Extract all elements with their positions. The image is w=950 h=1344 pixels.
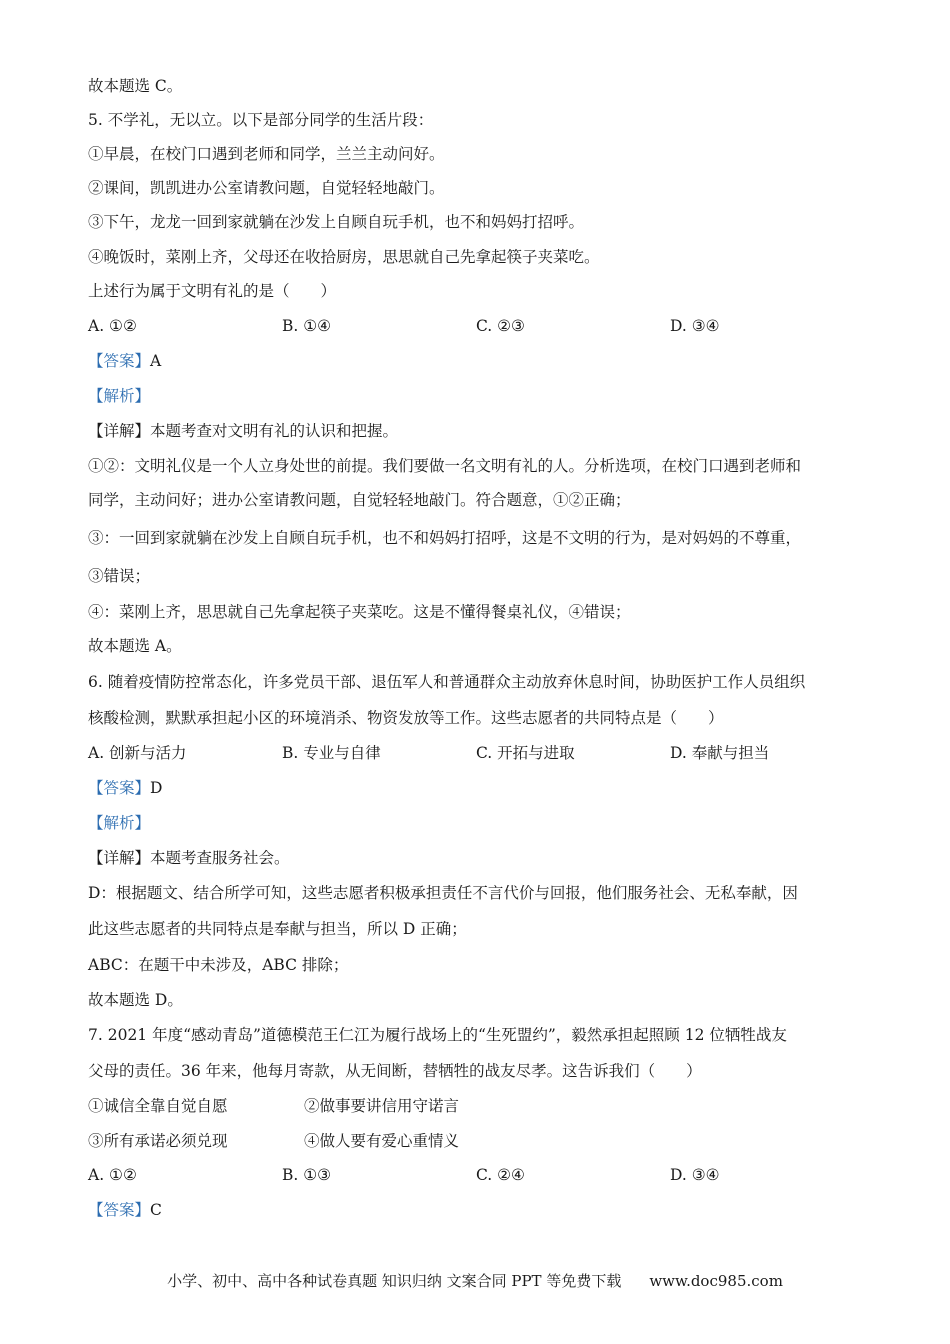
q5-item: ④晚饭时，菜刚上齐，父母还在收拾厨房，思思就自己先拿起筷子夹菜吃。 (88, 248, 600, 266)
option-b: B. 专业与自律 (282, 744, 381, 762)
answer-tag: 【答案】 (88, 1201, 151, 1219)
q7-item: ①诚信全靠自觉自愿 (88, 1097, 228, 1115)
q6-conclusion: 故本题选 D。 (88, 991, 183, 1009)
q5-item: ②课间，凯凯进办公室请教问题，自觉轻轻地敲门。 (88, 179, 445, 197)
option-a: A. ①② (88, 1166, 137, 1184)
q7-stem: 7. 2021 年度“感动青岛”道德模范王仁江为履行战场上的“生死盟约”，毅然承担起照顾 12 位牺牲战友 (88, 1026, 787, 1044)
q7-item: ②做事要讲信用守诺言 (304, 1097, 460, 1115)
option-d: D. 奉献与担当 (670, 744, 770, 762)
q5-analysis-line: ①②：文明礼仪是一个人立身处世的前提。我们要做一名文明有礼的人。分析选项，在校门口遇到老师和 (88, 457, 802, 475)
q5-answer (88, 351, 161, 371)
q7-items-row (88, 1131, 520, 1151)
q5-options (88, 316, 864, 336)
answer-tag: 【答案】 (88, 352, 151, 370)
q6-stem: 6. 随着疫情防控常态化，许多党员干部、退伍军人和普通群众主动放弃休息时间，协助医护工作人员组织 (88, 673, 806, 691)
analysis-tag: 【解析】 (88, 387, 151, 405)
q7-options (88, 1165, 864, 1185)
q6-analysis-line: ABC：在题干中未涉及，ABC 排除； (88, 956, 349, 974)
footer-url[interactable]: www.doc985.com (649, 1272, 783, 1290)
q6-options (88, 743, 864, 763)
detail-text: 本题考查对文明有礼的认识和把握。 (150, 422, 399, 440)
option-d: D. ③④ (670, 1166, 720, 1184)
q6-answer (88, 778, 162, 798)
detail-tag: 【详解】 (88, 422, 151, 440)
option-a: A. ①② (88, 317, 137, 335)
q5-item: ①早晨，在校门口遇到老师和同学，兰兰主动问好。 (88, 145, 445, 163)
q5-question: 上述行为属于文明有礼的是（ ） (88, 282, 337, 300)
option-c: C. ②④ (476, 1166, 525, 1184)
q7-items-row (88, 1096, 520, 1116)
option-d: D. ③④ (670, 317, 720, 335)
q7-item: ③所有承诺必须兑现 (88, 1132, 228, 1150)
q6-stem: 核酸检测，默默承担起小区的环境消杀、物资发放等工作。这些志愿者的共同特点是（ ） (88, 709, 724, 727)
q6-detail (88, 848, 290, 868)
detail-tag: 【详解】 (88, 849, 151, 867)
option-b: B. ①③ (282, 1166, 332, 1184)
answer-value: D (150, 779, 163, 797)
option-b: B. ①④ (282, 317, 332, 335)
q5-analysis-line: ④：菜刚上齐，思思就自己先拿起筷子夹菜吃。这是不懂得餐桌礼仪，④错误； (88, 603, 631, 621)
conclusion-q4: 故本题选 C。 (88, 77, 183, 95)
answer-value: A (150, 352, 162, 370)
q7-item: ④做人要有爱心重情义 (304, 1132, 460, 1150)
analysis-tag: 【解析】 (88, 814, 151, 832)
option-c: C. ②③ (476, 317, 525, 335)
answer-value: C (150, 1201, 162, 1219)
detail-text: 本题考查服务社会。 (150, 849, 290, 867)
answer-tag: 【答案】 (88, 779, 151, 797)
q5-conclusion: 故本题选 A。 (88, 637, 182, 655)
q5-item: ③下午，龙龙一回到家就躺在沙发上自顾自玩手机，也不和妈妈打招呼。 (88, 213, 585, 231)
footer-text: 小学、初中、高中各种试卷真题 知识归纳 文案合同 PPT 等免费下载 (167, 1272, 622, 1290)
q5-analysis-line: 同学，主动问好；进办公室请教问题，自觉轻轻地敲门。符合题意，①②正确； (88, 491, 631, 509)
q7-answer (88, 1200, 162, 1220)
q5-analysis-line: ③错误； (88, 567, 151, 585)
page-footer (0, 1270, 950, 1291)
q6-analysis-line: 此这些志愿者的共同特点是奉献与担当，所以 D 正确； (88, 920, 467, 938)
q5-detail (88, 421, 398, 441)
q5-stem: 5. 不学礼，无以立。以下是部分同学的生活片段： (88, 111, 434, 129)
option-a: A. 创新与活力 (88, 744, 187, 762)
q7-stem: 父母的责任。36 年来，他每月寄款，从无间断，替牺牲的战友尽孝。这告诉我们（ ） (88, 1062, 702, 1080)
q6-analysis-line: D：根据题文、结合所学可知，这些志愿者积极承担责任不言代价与回报，他们服务社会、无私奉献，因 (88, 884, 798, 902)
option-c: C. 开拓与进取 (476, 744, 575, 762)
q5-analysis-line: ③：一回到家就躺在沙发上自顾自玩手机，也不和妈妈打招呼，这是不文明的行为，是对妈妈的不尊重， (88, 529, 802, 547)
